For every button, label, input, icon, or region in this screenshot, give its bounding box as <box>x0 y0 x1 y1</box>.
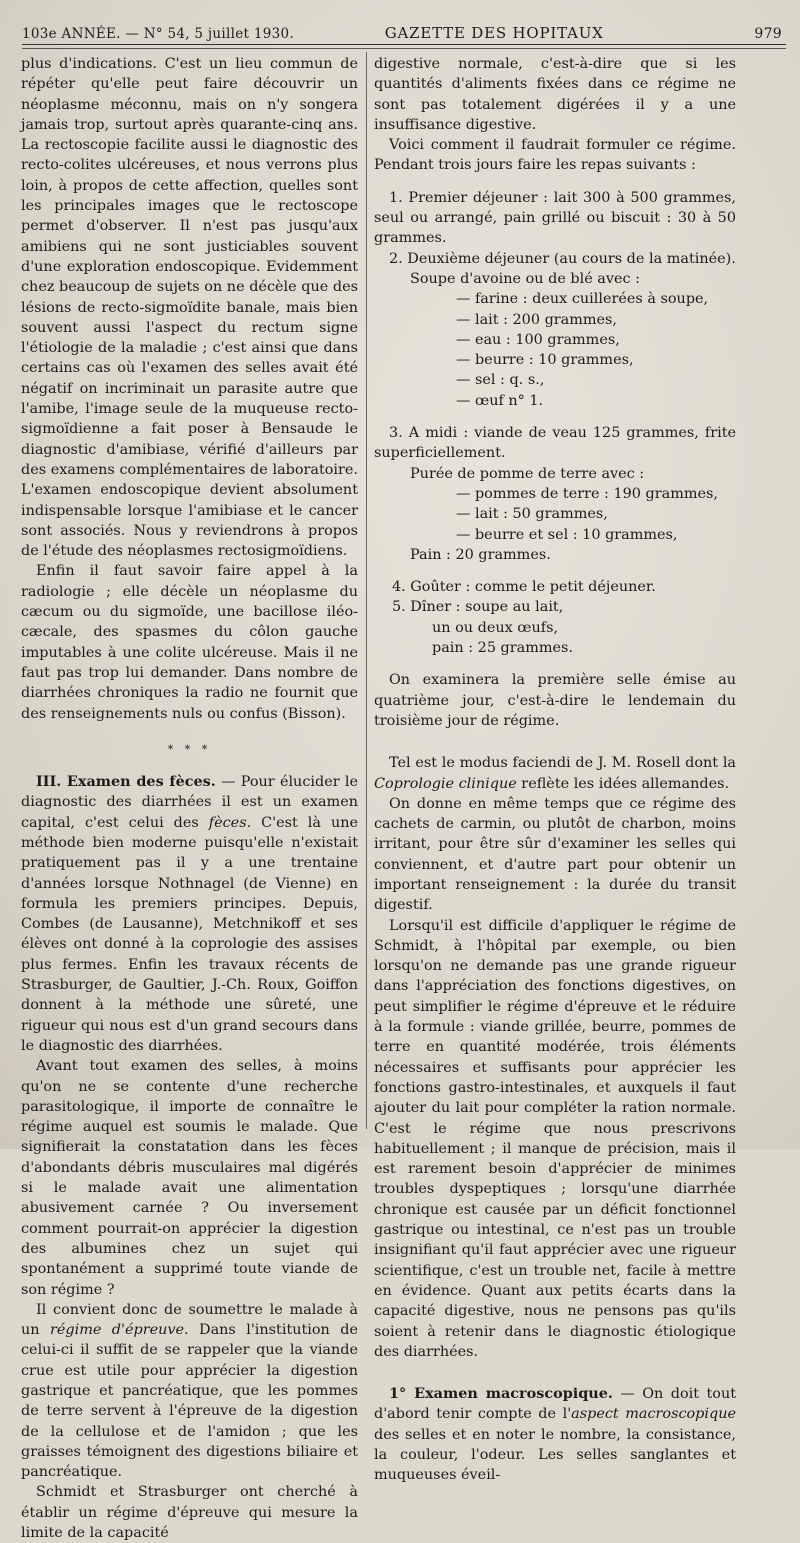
spacer <box>374 1362 736 1384</box>
header-journal-title: GAZETTE DES HOPITAUX <box>384 24 604 42</box>
test-diet-text-b: . Dans l'institution de celui-ci il suffit de se rappeler que la viande crue est utile pour apprécier la digestion gastrique et pancréatique, que les pommes de terre servent à l'épreuve de la digestion de la cellulose et de l'amidon ; que les graisses témoignent des digestions biliaire et pancréatique. <box>21 1322 358 1481</box>
header-rule-bottom <box>22 48 786 49</box>
rosell-text-b: reflète les idées allemandes. <box>516 775 730 792</box>
meal-3-bread: Pain : 20 grammes. <box>410 546 551 563</box>
right-column <box>374 54 736 1486</box>
meal-2-intro: Soupe d'avoine ou de blé avec : <box>410 270 641 287</box>
list-item: — lait : 200 grammes, <box>456 311 618 328</box>
paragraph-first-stool: On examinera la première selle émise au quatrième jour, c'est-à-dire le lendemain du troisième jour de régime. <box>374 672 736 729</box>
left-column <box>21 54 358 1543</box>
meal-5-line-2: un ou deux œufs, <box>432 619 559 636</box>
macroscopic-text-a: — On doit tout d'abord tenir compte de l' <box>374 1386 737 1423</box>
meal-5-line-1: 5. Dîner : soupe au lait, <box>392 599 564 616</box>
section-3-italic: fèces <box>208 814 247 831</box>
paragraph-carmine: On donne en même temps que ce régime des cachets de carmin, ou plutôt de charbon, moins irritant, pour être sûr d'examiner les selles qui conviennent, et d'autre part pour obtenir un important renseignement : la durée du transit digestif. <box>374 795 736 914</box>
list-item: — lait : 50 grammes, <box>456 506 608 523</box>
macroscopic-italic: aspect macroscopique <box>571 1406 736 1423</box>
paragraph-macroscopic <box>374 1384 736 1485</box>
list-item: — beurre et sel : 10 grammes, <box>456 526 678 543</box>
spacer <box>374 731 736 753</box>
paragraph-radiology: Enfin il faut savoir faire appel à la radiologie ; elle décèle un néoplasme du cæcum ou du sigmoïde, une bacillose iléo-cæcale, des spasmes du côlon gauche imputables à une colite ulcéreuse. Mais il ne faut pas trop lui demander. Dans nombre de diarrhées chroniques la radio ne fournit que des renseignements nuls ou confus (Bisson). <box>21 563 358 722</box>
rosell-text-a: Tel est le modus faciendi de J. M. Rosell dont la <box>389 755 736 772</box>
section-3-text-a: — Pour élucider le diagnostic des diarrhées il est un examen capital, c'est celui des <box>21 774 359 831</box>
paragraph-diet-formula: Voici comment il faudrait formuler ce régime. Pendant trois jours faire les repas suivants : <box>374 137 736 174</box>
section-heading-stool-exam: III. Examen des fèces. <box>36 773 216 791</box>
paragraph-diet-knowledge: Avant tout examen des selles, à moins qu'on ne se contente d'une recherche parasitologique, il importe de connaître le régime auquel est soumis le malade. Que signifierait la constatation dans les fèces d'abondants débris musculaires mal digérés si le malade avait une alimentation abusivement carnée ? Ou inversement comment pourrait-on apprécier la digestion des albumines chez un sujet qui spontanément a supprimé toute viande de son régime ? <box>21 1058 358 1298</box>
section-3-text-b: . C'est là une méthode bien moderne puisqu'elle n'existait pratiquement pas il y a une trentaine d'années lorsque Nothnagel (de Vienne) en formula les premiers principes. Depuis, Combes (de Lausanne), Metchnikoff et ses élèves ont donné à la coprologie des assises plus fermes. Enfin les travaux récents de Strasburger, de Gaultier, J.-Ch. Roux, Goiffon donnent à la méthode une sûreté, une rigueur qui nous est d'un grand secours dans le diagnostic des diarrhées. <box>21 814 358 1054</box>
meal-5-line-3: pain : 25 grammes. <box>432 640 573 657</box>
spacer <box>374 176 736 188</box>
meal-3: 3. A midi : viande de veau 125 grammes, frite superficiellement. <box>374 425 736 462</box>
rosell-italic: Coprologie clinique <box>374 775 517 792</box>
paragraph-simplified-diet: Lorsqu'il est difficile d'appliquer le régime de Schmidt, à l'hôpital par exemple, ou bien lorsqu'on ne demande pas une grande rigueur dans l'appréciation des fonctions digestives, on peut simplifier le régime d'épreuve et le réduire à la formule : viande grillée, beurre, pommes de terre en quantité modérée, trois éléments nécessaires et suffisants pour apprécier les fonctions gastro-intestinales, et auxquels il faut ajouter du lait pour compléter la ration normale. C'est le régime que nous prescrivons habituellement ; il manque de précision, mais il est rarement besoin d'apprécier de minimes troubles dyspeptiques ; lorsqu'une diarrhée chronique est causée par un déficit fonctionnel gastrique ou intestinal, ce n'est pas un trouble insignifiant qu'il faut apprécier avec une rigueur scientifique, c'est un trouble net, facile à mettre en évidence. Quant aux petits écarts dans la capacité digestive, nous ne pensons pas qu'ils soient à retenir dans le diagnostic étiologique des diarrhées. <box>374 917 736 1360</box>
list-item: — beurre : 10 grammes, <box>456 352 634 369</box>
paragraph-schmidt: Schmidt et Strasburger ont cherché à établir un régime d'épreuve qui mesure la limite de la capacité <box>21 1484 358 1542</box>
paragraph-section-3 <box>21 772 358 1056</box>
spacer <box>374 411 736 423</box>
meal-2-ingredients <box>374 289 736 411</box>
spacer <box>374 658 736 670</box>
spacer <box>374 565 736 577</box>
page-header <box>22 12 782 42</box>
paragraph-digestive-capacity: digestive normale, c'est-à-dire que si les quantités d'aliments fixées dans ce régime ne sont pas totalement digérées il y a une insuffisance digestive. <box>374 56 736 133</box>
list-item: — eau : 100 grammes, <box>456 331 620 348</box>
meal-4: 4. Goûter : comme le petit déjeuner. <box>392 579 656 596</box>
header-rule-top <box>22 44 786 45</box>
test-diet-text-a: Il convient donc de soumettre le malade à un <box>21 1301 358 1339</box>
header-page-number: 979 <box>754 26 782 42</box>
meal-3-ingredients <box>374 484 736 545</box>
macroscopic-text-b: des selles et en noter le nombre, la consistance, la couleur, l'odeur. Les selles sanglantes et muqueuses éveil- <box>374 1426 736 1484</box>
list-item: — œuf n° 1. <box>456 392 544 409</box>
paragraph-rectoscopy: plus d'indications. C'est un lieu commun de répéter qu'elle peut faire découvrir un néoplasme méconnu, mais on n'y songera jamais trop, surtout après quarante-cinq ans. La rectoscopie facilite aussi le diagnostic des recto-colites ulcéreuses, et nous verrons plus loin, à propos de cette affection, quelles sont les principales images que le rectoscope permet d'observer. Il n'est pas jusqu'aux amibiens qui ne sont justiciables souvent d'une exploration endoscopique. Evidemment chez beaucoup de sujets on ne décèle que des lésions de recto-sigmoïdite banale, mais bien souvent aussi l'aspect du rectum signe l'étiologie de la maladie ; c'est ainsi que dans certains cas où l'examen des selles avait été négatif on incriminait un parasite autre que l'amibe, l'image seule de la muqueuse recto-sigmoïdienne a fait poser à Bensaude le diagnostic d'amibiase, vérifié d'ailleurs par des examens complémentaires de laboratoire. L'examen endoscopique devient absolument indispensable lorsque l'amibiase et le cancer sont associés. Nous y reviendrons à propos de l'étude des néoplasmes rectosigmoïdiens. <box>21 56 358 560</box>
meal-2: 2. Deuxième déjeuner (au cours de la matinée). <box>389 250 736 267</box>
section-heading-macroscopic: 1° Examen macroscopique. <box>389 1385 613 1403</box>
meal-3-intro: Purée de pomme de terre avec : <box>410 465 645 482</box>
header-issue-info: 103e ANNÉE. — N° 54, 5 juillet 1930. <box>22 26 294 42</box>
column-divider <box>366 52 367 1129</box>
list-item: — farine : deux cuillerées à soupe, <box>456 291 709 308</box>
meal-1: 1. Premier déjeuner : lait 300 à 500 grammes, seul ou arrangé, pain grillé ou biscuit : 30 à 50 grammes. <box>374 189 736 247</box>
paragraph-test-diet <box>21 1300 358 1483</box>
paragraph-rosell <box>374 753 736 794</box>
section-separator-stars: * * * <box>167 742 212 756</box>
test-diet-italic: régime d'épreuve <box>49 1322 185 1339</box>
list-item: — pommes de terre : 190 grammes, <box>456 485 718 502</box>
list-item: — sel : q. s., <box>456 372 545 389</box>
